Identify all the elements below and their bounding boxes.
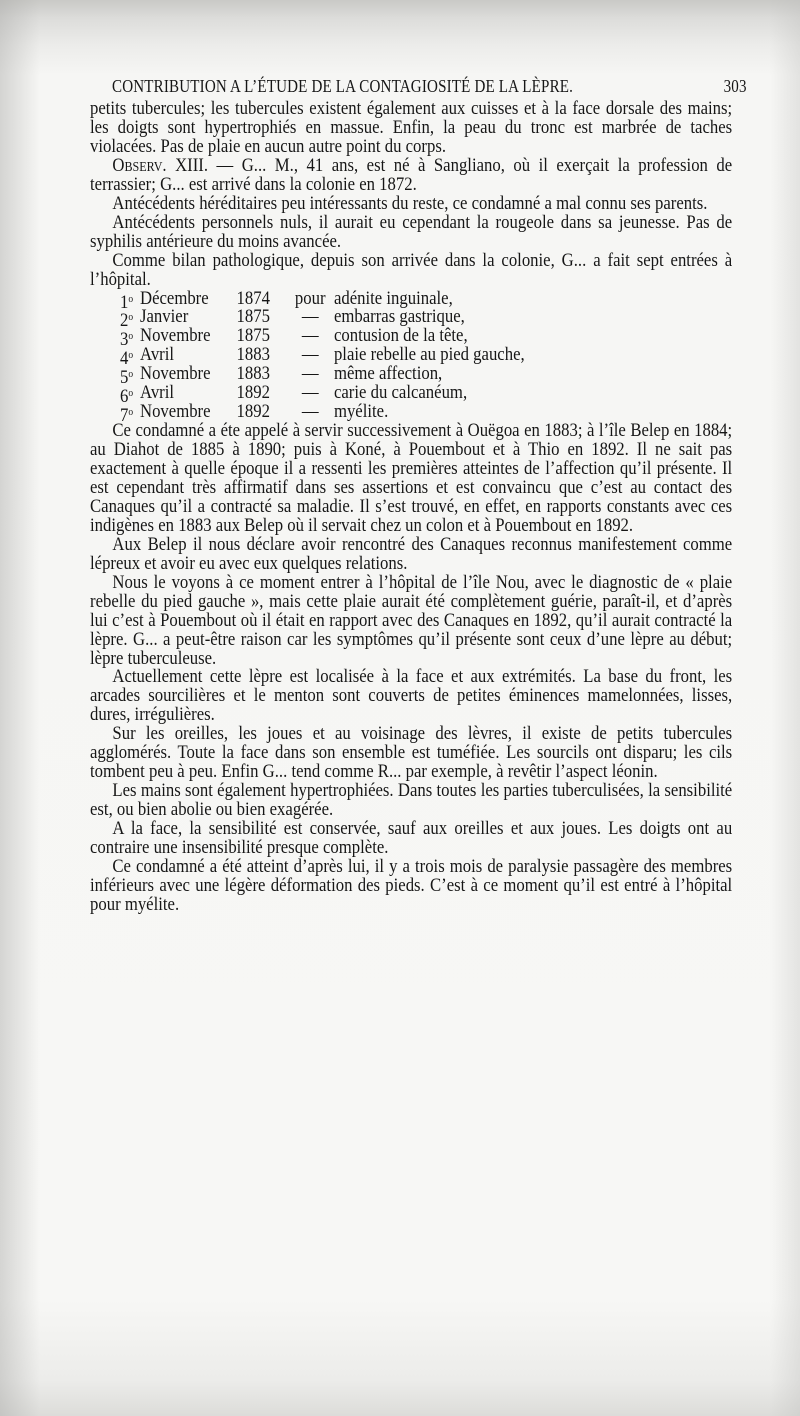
visit-reason: même affection, bbox=[333, 363, 443, 385]
paragraph-observation-header bbox=[90, 154, 733, 195]
visit-connector: — bbox=[301, 344, 319, 366]
visit-year: 1892 bbox=[236, 382, 270, 404]
visit-number: 5$^o$ bbox=[119, 367, 134, 389]
visit-number: 7$^o$ bbox=[119, 405, 134, 427]
page-shadow-left bbox=[0, 0, 40, 1416]
observation-label: Observ. XIII. bbox=[112, 154, 209, 176]
visit-year: 1874 bbox=[236, 287, 270, 309]
visit-connector: — bbox=[301, 363, 319, 385]
visit-month: Janvier bbox=[139, 306, 189, 328]
visit-year: 1892 bbox=[236, 401, 270, 423]
visit-month: Novembre bbox=[139, 401, 211, 423]
visit-month: Novembre bbox=[139, 325, 211, 347]
visit-connector: pour bbox=[294, 287, 326, 309]
paragraph-face-sensibility: A la face, la sensibilité est conservée, sauf aux oreilles et aux joues. Les doigts ont au contraire une insensibilité presque complète. bbox=[90, 818, 733, 859]
visit-year: 1875 bbox=[236, 325, 270, 347]
visit-reason: contusion de la tête, bbox=[333, 325, 468, 347]
visit-reason: carie du calcanéum, bbox=[333, 382, 468, 404]
visit-month: Novembre bbox=[139, 363, 211, 385]
running-head-title: CONTRIBUTION A L’ÉTUDE DE LA CONTAGIOSITÉ DE LA LÈPRE. bbox=[112, 76, 574, 96]
visit-reason: plaie rebelle au pied gauche, bbox=[333, 344, 525, 366]
visit-reason: adénite inguinale, bbox=[333, 287, 453, 309]
visit-year: 1883 bbox=[236, 344, 270, 366]
paragraph-hereditary-history: Antécédents héréditaires peu intéressants du reste, ce condamné a mal connu ses parents. bbox=[112, 192, 708, 214]
visit-number: 4$^o$ bbox=[119, 348, 134, 370]
page-shadow-right bbox=[770, 0, 800, 1416]
body-text bbox=[90, 100, 732, 915]
visit-connector: — bbox=[301, 401, 319, 423]
visit-year: 1883 bbox=[236, 363, 270, 385]
visit-reason: embarras gastrique, bbox=[333, 306, 465, 328]
visit-reason: myélite. bbox=[333, 401, 389, 423]
visit-month: Avril bbox=[139, 344, 175, 366]
paragraph-pathological-summary: Comme bilan pathologique, depuis son arrivée dans la colonie, G... a fait sept entrées à l’hôpital. bbox=[90, 249, 733, 290]
paragraph-hands-sensibility: Les mains sont également hypertrophiées. Dans toutes les parties tuberculisées, la sensibilité est, ou bien abolie ou bien exagérée. bbox=[90, 780, 733, 821]
page-number: 303 bbox=[723, 76, 747, 96]
paragraph-personal-history: Antécédents personnels nuls, il aurait eu cependant la rougeole dans sa jeunesse. Pas de syphilis antérieure du moins avancée. bbox=[90, 211, 733, 252]
visit-month: Décembre bbox=[139, 287, 209, 309]
paragraph-paralysis: Ce condamné a été atteint d’après lui, il y a trois mois de paralysie passagère des membres inférieurs avec une légère déformation des pieds. C’est à ce moment qu’il est entré à l’hôpital pour myélite. bbox=[90, 856, 733, 915]
observation-intro: — G... M., 41 ans, est né à Sangliano, où il exerçait la profession de terrassier; G... est arrivé dans la colonie en 1872. bbox=[90, 154, 733, 195]
paragraph-hospital-entry: Nous le voyons à ce moment entrer à l’hôpital de l’île Nou, avec le diagnostic de « plaie rebelle du pied gauche », mais cette plaie aurait été complètement guérie, paraît-il, et d’après lui c’est à Pouembout où il était en rapport avec des Canaques en 1892, qu’il aurait contracté la lèpre. G... a peut-être raison car les symptômes qu’il présente sont ceux d’une lèpre au début; lèpre tuberculeuse. bbox=[90, 571, 733, 669]
visit-connector: — bbox=[301, 325, 319, 347]
hospital-visits-list bbox=[90, 287, 732, 427]
visit-number: 6$^o$ bbox=[119, 386, 134, 408]
paragraph-facial-tubercles: Sur les oreilles, les joues et au voisinage des lèvres, il existe de petits tubercules agglomérés. Toute la face dans son ensemble est tuméfiée. Les sourcils ont disparu; les cils tombent peu à peu. Enfin G... tend comme R... par exemple, à revêtir l’aspect léonin. bbox=[90, 723, 733, 783]
running-head bbox=[112, 76, 747, 97]
paragraph-belep-contacts: Aux Belep il nous déclare avoir rencontré des Canaques reconnus manifestement comme lépreux et avoir eu avec eux quelques relations. bbox=[90, 533, 733, 574]
visit-number: 3$^o$ bbox=[119, 329, 134, 351]
paragraph-current-localization: Actuellement cette lèpre est localisée à la face et aux extrémités. La base du front, les arcades sourcilières et le menton sont couverts de petites éminences mamelonnées, lisses, dures, irrégulières. bbox=[90, 666, 733, 726]
visit-month: Avril bbox=[139, 382, 175, 404]
visit-year: 1875 bbox=[236, 306, 270, 328]
paragraph-continued-description: petits tubercules; les tubercules existent également aux cuisses et à la face dorsale des mains; les doigts sont hypertrophiés en massue. Enfin, la peau du tronc est marbrée de taches violacées. Pas de plaie en aucun autre point du corps. bbox=[90, 98, 733, 157]
visit-number: 2$^o$ bbox=[119, 310, 134, 332]
paragraph-service-history: Ce condamné a éte appelé à servir successivement à Ouëgoa en 1883; à l’île Belep en 1884; au Diahot de 1885 à 1890; puis à Koné, à Pouembout et à Thio en 1892. Il ne sait pas exactement à quelle époque il a ressenti les premières atteintes de l’affection qu’il présente. Il est cependant très affirmatif dans ses assertions et est convaincu que c’est au contact des Canaques qu’il a contracté sa maladie. Il s’est trouvé, en effet, en rapports constants avec ces indigènes en 1883 aux Belep où il servait chez un colon et à Pouembout en 1892. bbox=[90, 420, 733, 536]
visit-connector: — bbox=[301, 306, 319, 328]
visit-number: 1$^o$ bbox=[119, 291, 134, 313]
visit-connector: — bbox=[301, 382, 319, 404]
